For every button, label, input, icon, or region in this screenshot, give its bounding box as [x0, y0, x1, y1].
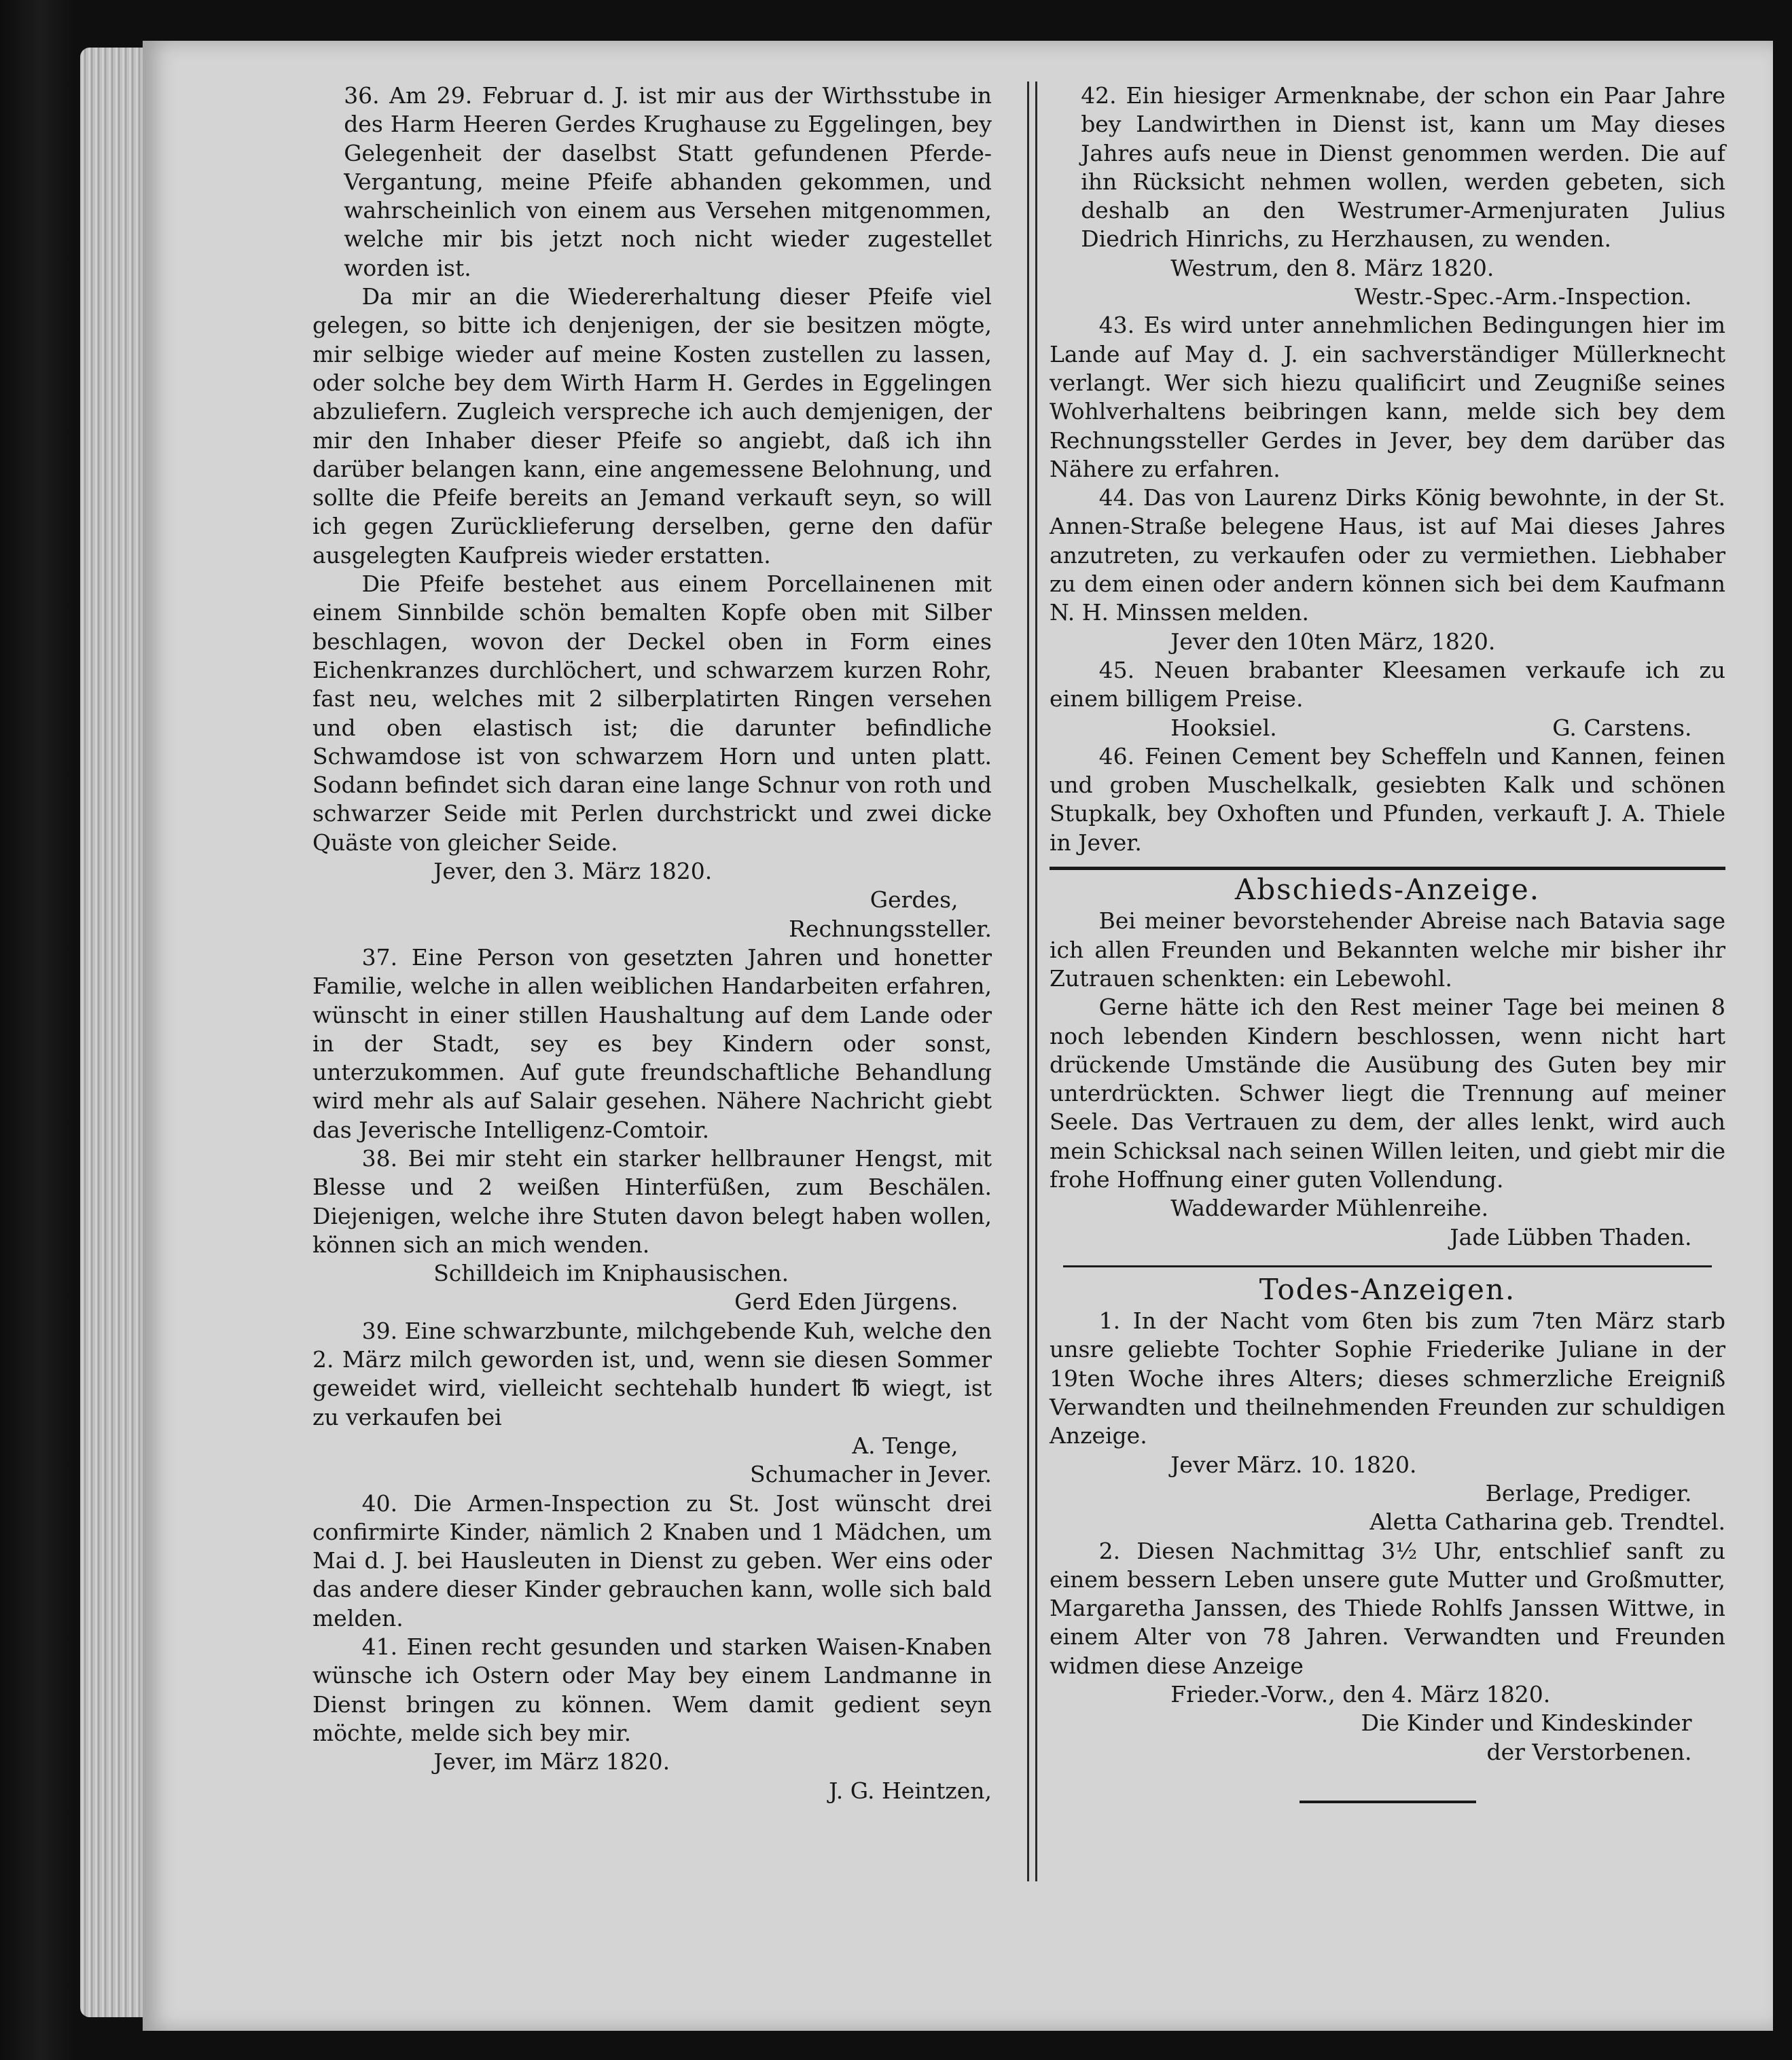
ad-42-signature: Westr.-Spec.-Arm.-Inspection.: [1355, 283, 1692, 310]
ad-37-paragraph: 37. Eine Person von gesetzten Jahren und honetter Familie, welche in allen weiblichen Handarbeiten erfahren, wünscht in einer stillen Haushaltung auf dem Lande oder in der Stadt, sey es bey Kindern oder sonst, unterzukommen. Auf gute freundschaftliche Behandlung wird mehr als auf Salair gesehen. Nähere Nachricht giebt das Jeverische Intelligenz-Comtoir.: [312, 943, 992, 1143]
ad-42-place-date: Westrum, den 8. März 1820.: [1170, 254, 1494, 281]
ad-45-signature: G. Carstens.: [1552, 714, 1692, 741]
death-notice-2-paragraph: 2. Diesen Nachmittag 3½ Uhr, entschlief sanft zu einem bessern Leben unsere gute Mutter und Großmutter, Margaretha Janssen, des Thiede Rohlfs Janssen Wittwe, in einem Alter von 78 Jahren. Verwandten und Freunden widmen diese Anzeige: [1050, 1537, 1725, 1679]
ad-36-paragraph-2: Da mir an die Wiedererhaltung dieser Pfeife viel gelegen, so bitte ich denjenigen, der sie besitzen mögte, mir selbige wieder auf meine Kosten zustellen zu lassen, oder solche bey dem Wirth Harm H. Gerdes in Eggelingen abzuliefern. Zugleich verspreche ich auch demjenigen, der mir den Inhaber dieser Pfeife so angiebt, daß ich ihn darüber belangen kann, eine angemessene Belohnung, und sollte die Pfeife bereits an Jemand verkauft seyn, so will ich gegen Zurücklieferung derselben, gerne den dafür ausgelegten Kaufpreis wieder erstatten.: [312, 283, 992, 568]
ad-45-place: Hooksiel.: [1170, 714, 1277, 741]
death-notice-1-place-date: Jever März. 10. 1820.: [1170, 1451, 1417, 1478]
farewell-signature: Jade Lübben Thaden.: [1450, 1223, 1692, 1250]
ad-38-signature: Gerd Eden Jürgens.: [734, 1288, 958, 1316]
ad-46-paragraph: 46. Feinen Cement bey Scheffeln und Kannen, feinen und groben Muschelkalk, gesiebten Kalk und schönen Stupkalk, bey Oxhoften und Pfunden, verkauft J. A. Thiele in Jever.: [1050, 742, 1725, 856]
section-rule-2: [1063, 1265, 1712, 1267]
ad-41-signature: J. G. Heintzen,: [829, 1777, 992, 1804]
death-notices-heading: Todes-Anzeigen.: [1259, 1272, 1516, 1306]
section-rule: [1050, 867, 1725, 870]
ad-36-paragraph-1: 36. Am 29. Februar d. J. ist mir aus der Wirthsstube in des Harm Heeren Gerdes Krughause zu Eggelingen, bey Gelegenheit der daselbst Statt gefundenen Pferde-Vergantung, meine Pfeife abhanden gekommen, und wahrscheinlich von einem aus Versehen mitgenommen, welche mir bis jetzt noch nicht wieder zugestellet worden ist.: [344, 82, 992, 281]
ad-41-place-date: Jever, im März 1820.: [433, 1748, 670, 1775]
ad-36-signature-name: Gerdes,: [870, 886, 958, 914]
ad-39-signature-name: A. Tenge,: [852, 1432, 958, 1459]
ad-44-paragraph: 44. Das von Laurenz Dirks König bewohnte, in der St. Annen-Straße belegene Haus, ist auf Mai dieses Jahres anzutreten, zu verkaufen oder zu vermiethen. Liebhaber zu dem einen oder andern können sich bei dem Kaufmann N. H. Minssen melden.: [1050, 484, 1725, 626]
ad-39-signature-title: Schumacher in Jever.: [750, 1461, 992, 1488]
ad-39-paragraph: 39. Eine schwarzbunte, milchgebende Kuh, welche den 2. März milch geworden ist, und, wenn sie diesen Sommer geweidet wird, vielleicht sechtehalb hundert ℔ wiegt, ist zu verkaufen bei: [312, 1317, 992, 1430]
right-column: [1050, 82, 1725, 1803]
ad-38-paragraph: 38. Bei mir steht ein starker hellbrauner Hengst, mit Blesse und 2 weißen Hinterfüßen, zum Beschälen. Diejenigen, welche ihre Stuten davon belegt haben wollen, können sich an mich wenden.: [312, 1144, 992, 1258]
column-divider: [1027, 82, 1037, 1881]
ad-38-place: Schilldeich im Kniphausischen.: [433, 1260, 789, 1287]
death-notice-1-paragraph: 1. In der Nacht vom 6ten bis zum 7ten März starb unsre geliebte Tochter Sophie Friederike Juliane in der 19ten Woche ihres Alters; dieses schmerzliche Ereigniß Verwandten und theilnehmenden Freunden zur schuldigen Anzeige.: [1050, 1307, 1725, 1449]
ad-41-paragraph: 41. Einen recht gesunden und starken Waisen-Knaben wünsche ich Ostern oder May bey einem Landmanne in Dienst bringen zu können. Wem damit gedient seyn möchte, melde sich bey mir.: [312, 1633, 992, 1746]
farewell-paragraph-2: Gerne hätte ich den Rest meiner Tage bei meinen 8 noch lebenden Kindern beschlossen, wenn nicht hart drückende Umstände die Ausübung des Guten bey mir unterdrückten. Schwer liegt die Trennung auf meiner Seele. Das Vertrauen zu dem, der alles lenkt, wird auch mein Schicksal nach seinen Willen leiten, und giebt mir die frohe Hoffnung einer guten Vollendung.: [1050, 994, 1725, 1193]
ad-44-place-date: Jever den 10ten März, 1820.: [1170, 628, 1496, 655]
farewell-heading: Abschieds-Anzeige.: [1234, 873, 1541, 907]
death-notice-1-signature-2: Aletta Catharina geb. Trendtel.: [1369, 1508, 1725, 1536]
farewell-paragraph-1: Bei meiner bevorstehender Abreise nach Batavia sage ich allen Freunden und Bekannten welche mir bisher ihr Zutrauen schenkten: ein Lebewohl.: [1050, 907, 1725, 992]
ad-45-paragraph: 45. Neuen brabanter Kleesamen verkaufe ich zu einem billigem Preise.: [1050, 656, 1725, 712]
left-column: [312, 82, 992, 1805]
ad-40-paragraph: 40. Die Armen-Inspection zu St. Jost wünscht drei confirmirte Kinder, nämlich 2 Knaben und 1 Mädchen, um Mai d. J. bei Hausleuten in Dienst zu geben. Wer eins oder das andere dieser Kinder gebrauchen kann, wolle sich bald melden.: [312, 1489, 992, 1631]
ad-36-paragraph-3: Die Pfeife bestehet aus einem Porcellainenen mit einem Sinnbilde schön bemalten Kopfe oben mit Silber beschlagen, wovon der Deckel oben in Form eines Eichenkranzes durchlöchert, und schwarzem kurzen Rohr, fast neu, welches mit 2 silberplatirten Ringen versehen und oben elastisch ist; die darunter befindliche Schwamdose ist von schwarzem Horn und unten platt. Sodann befindet sich daran eine lange Schnur von roth und schwarzer Seide mit Perlen durchstrickt und zwei dicke Quäste von gleicher Seide.: [312, 571, 992, 856]
ad-43-paragraph: 43. Es wird unter annehmlichen Bedingungen hier im Lande auf May d. J. ein sachverständiger Müllerknecht verlangt. Wer sich hiezu qualificirt und Zeugniße seines Wohlverhaltens beibringen kann, melde sich bey dem Rechnungssteller Gerdes in Jever, bey dem darüber das Nähere zu erfahren.: [1050, 312, 1725, 482]
death-notice-1-signature-1: Berlage, Prediger.: [1485, 1479, 1692, 1506]
death-notice-2-signature-1: Die Kinder und Kindeskinder: [1361, 1710, 1692, 1737]
farewell-place: Waddewarder Mühlenreihe.: [1170, 1195, 1489, 1222]
ad-45-signature-line: [1050, 714, 1725, 742]
ad-36-signature-title: Rechnungssteller.: [789, 915, 992, 942]
death-notice-2-place-date: Frieder.-Vorw., den 4. März 1820.: [1170, 1681, 1551, 1708]
end-rule: [1300, 1801, 1476, 1803]
ad-42-paragraph: 42. Ein hiesiger Armenknabe, der schon ein Paar Jahre bey Landwirthen in Dienst ist, kann um May dieses Jahres aufs neue in Dienst genommen werden. Die auf ihn Rücksicht nehmen wollen, werden gebeten, sich deshalb an den Westrumer-Armenjuraten Julius Diedrich Hinrichs, zu Herzhausen, zu wenden.: [1081, 82, 1725, 253]
ad-36-place-date: Jever, den 3. März 1820.: [433, 858, 713, 885]
death-notice-2-signature-2: der Verstorbenen.: [1486, 1738, 1692, 1765]
